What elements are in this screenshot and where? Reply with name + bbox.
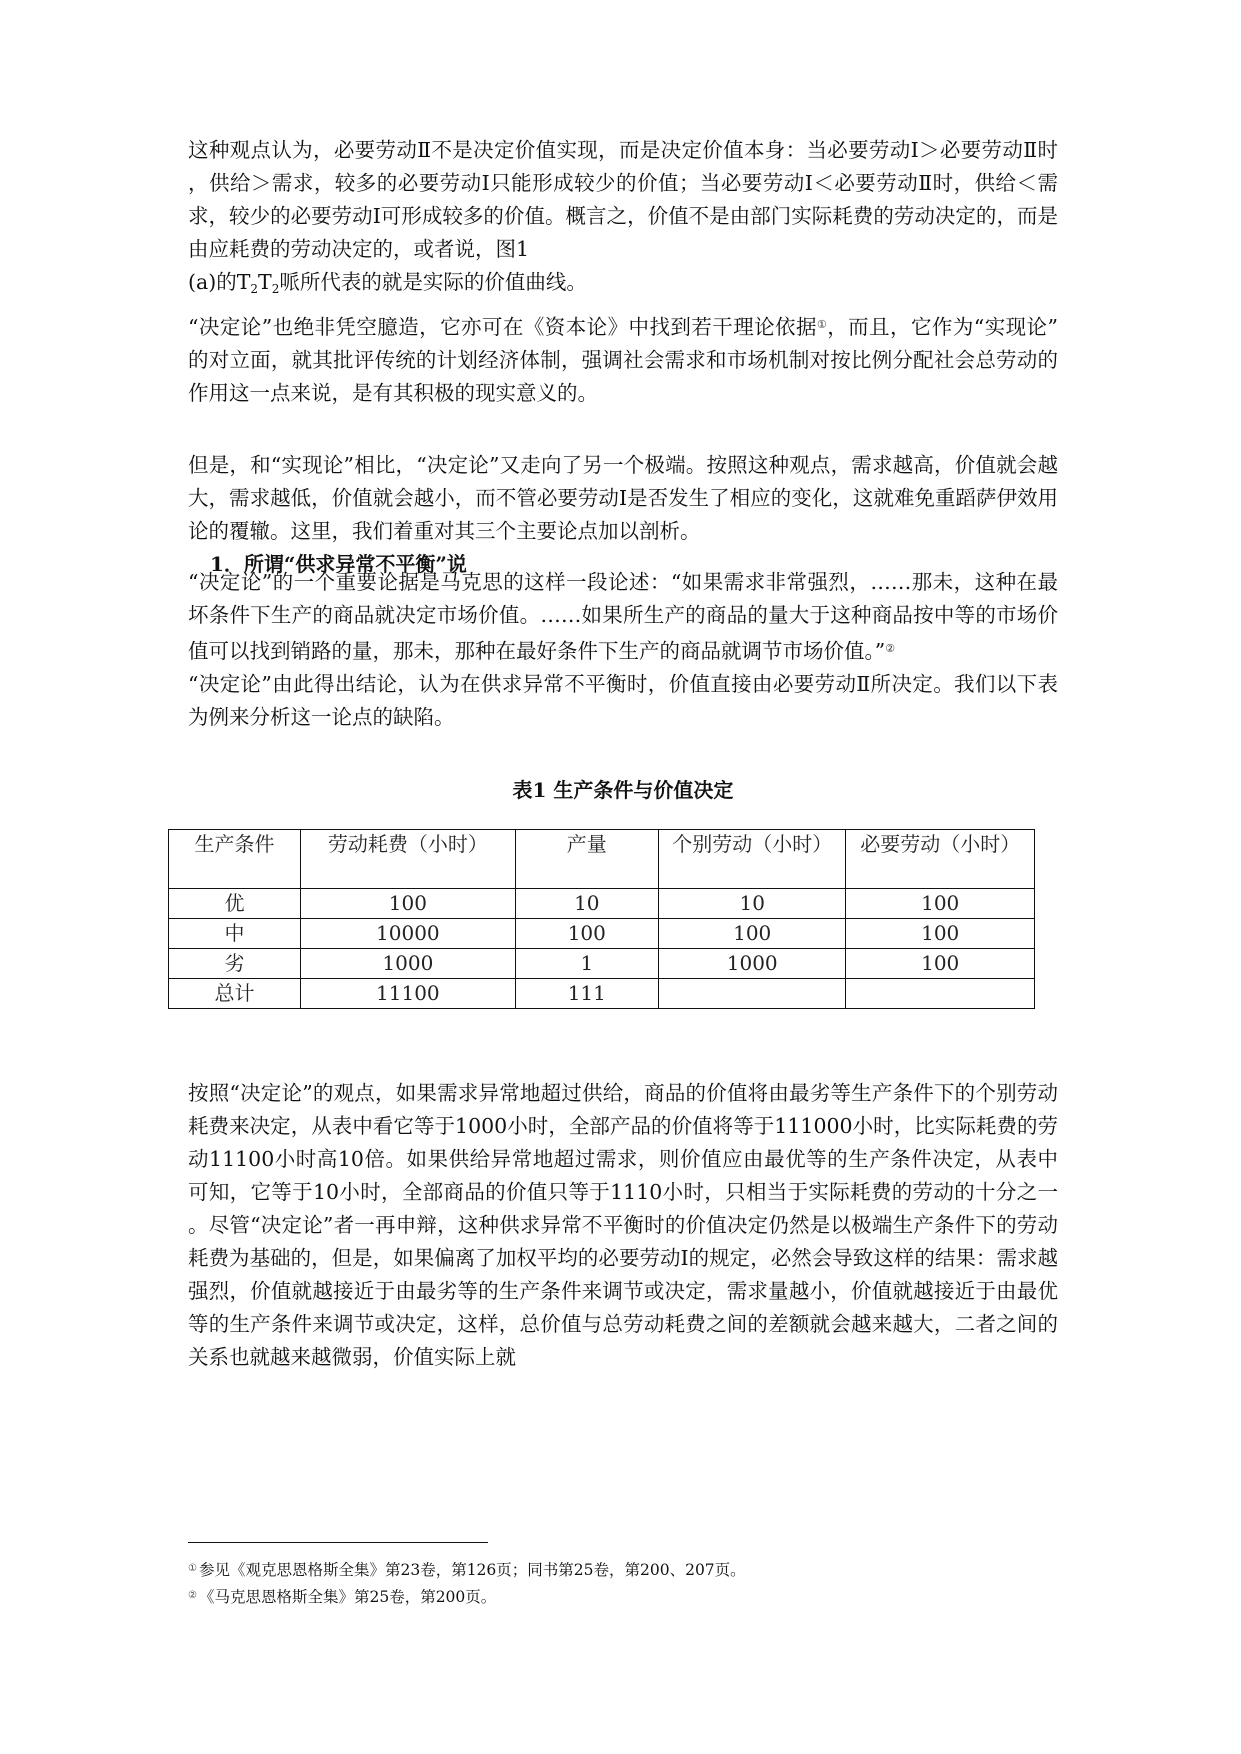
table-caption-block	[188, 774, 1058, 803]
table-cell: 100	[515, 919, 658, 949]
table-cell: 111	[515, 979, 658, 1009]
paragraph-5: “决定论”由此得出结论，认为在供求异常不平衡时，价值直接由必要劳动Ⅱ所决定。我们以下表为例来分析这一论点的缺陷。	[188, 672, 1058, 729]
table-row	[169, 889, 1035, 919]
footnote-1	[188, 1556, 1058, 1583]
table-cell: 10	[659, 889, 846, 919]
tail-text-a: (a)的T	[188, 270, 251, 294]
table-cell: 1000	[659, 949, 846, 979]
footnote-mark: ②	[188, 1590, 197, 1601]
table-header-cell: 必要劳动（小时）	[846, 830, 1035, 889]
footnote-mark: ①	[188, 1563, 197, 1574]
table-header-cell: 个别劳动（小时）	[659, 830, 846, 889]
subscript: 2	[271, 282, 280, 296]
table-cell: 100	[659, 919, 846, 949]
paragraph-text-b: ，而且，它作为“实现论”的对立面，就其批评传统的计划经济体制，强调社会需求和市场机制对按比例分配社会总劳动的作用这一点来说，是有其积极的现实意义的。	[188, 315, 1058, 405]
table-cell: 100	[846, 919, 1035, 949]
table-cell: 1	[515, 949, 658, 979]
paragraph-1-tail	[188, 266, 1058, 306]
table-cell: 10000	[301, 919, 516, 949]
table-header-cell: 劳动耗费（小时）	[301, 830, 516, 889]
paragraph-text-a: “决定论”也绝非凭空臆造，它亦可在《资本论》中找到若干理论依据	[188, 315, 817, 339]
table-row	[169, 949, 1035, 979]
table-cell: 100	[301, 889, 516, 919]
table-cell: 中	[169, 919, 301, 949]
data-table-wrap	[168, 829, 1035, 1009]
paragraph-text: 按照“决定论”的观点，如果需求异常地超过供给，商品的价值将由最劣等生产条件下的个别劳动耗费来决定，从表中看它等于1000小时，全部产品的价值将等于111000小时，比实际耗费的劳动11100小时高10倍。如果供给异常地超过需求，则价值应由最优等的生产条件决定，从表中可知，它等于10小时，全部商品的价值只等于1110小时，只相当于实际耗费的劳动的十分之一。尽管“决定论”者一再申辩，这种供求异常不平衡时的价值决定仍然是以极端生产条件下的劳动耗费为基础的，但是，如果偏离了加权平均的必要劳动Ⅰ的规定，必然会导致这样的结果：需求越强烈，价值就越接近于由最劣等的生产条件来调节或决定，需求量越小，价值就越接近于由最优等的生产条件来调节或决定，这样，总价值与总劳动耗费之间的差额就会越来越大，二者之间的关系也就越来越微弱，价值实际上就	[188, 1081, 1058, 1369]
table-cell: 10	[515, 889, 658, 919]
table-header-cell: 生产条件	[169, 830, 301, 889]
table-row	[169, 979, 1035, 1009]
footnote-ref-2[interactable]: ②	[885, 642, 896, 655]
footnote-ref-1[interactable]: ①	[816, 318, 828, 331]
table-header-row	[169, 830, 1035, 889]
section-heading: 1．所谓“供求异常不平衡”说	[210, 552, 467, 576]
paragraph-text: 但是，和“实现论”相比，“决定论”又走向了另一个极端。按照这种观点，需求越高，价值就会越大，需求越低，价值就会越小，而不管必要劳动Ⅰ是否发生了相应的变化，这就难免重蹈萨伊效用论的覆辙。这里，我们着重对其三个主要论点加以剖析。	[188, 453, 1058, 543]
paragraph-1	[188, 134, 1058, 306]
table-cell: 总计	[169, 979, 301, 1009]
table-cell	[659, 979, 846, 1009]
table-caption: 表1 生产条件与价值决定	[512, 778, 734, 802]
paragraph-6	[188, 1077, 1058, 1374]
paragraph-3	[188, 449, 1058, 581]
quote-text: “决定论”的一个重要论据是马克思的这样一段论述：“如果需求非常强烈，……那未，这种在最坏条件下生产的商品就决定市场价值。……如果所生产的商品的量大于这种商品按中等的市场价值可以找到销路的量，那未，那种在最好条件下生产的商品就调节市场价值。”	[188, 570, 1058, 663]
table-cell: 100	[846, 949, 1035, 979]
table-row	[169, 919, 1035, 949]
subscript: 2	[250, 282, 259, 296]
table-cell: 1000	[301, 949, 516, 979]
table-cell	[846, 979, 1035, 1009]
table-cell: 100	[846, 889, 1035, 919]
table-cell: 劣	[169, 949, 301, 979]
footnotes	[188, 1556, 1058, 1610]
footnote-text: 《马克思恩格斯全集》第25卷，第200页。	[198, 1588, 497, 1606]
paragraph-2	[188, 308, 1058, 410]
paragraph-text	[188, 308, 1058, 410]
footnote-text: 参见《观克思恩格斯全集》第23卷，第126页；同书第25卷，第200、207页。	[198, 1561, 746, 1579]
table-header-cell: 产量	[515, 830, 658, 889]
table-cell: 11100	[301, 979, 516, 1009]
data-table	[168, 829, 1035, 1009]
paragraph-text: 这种观点认为，必要劳动Ⅱ不是决定价值实现，而是决定价值本身：当必要劳动Ⅰ＞必要劳动Ⅱ时，供给＞需求，较多的必要劳动Ⅰ只能形成较少的价值；当必要劳动Ⅰ＜必要劳动Ⅱ时，供给＜需求，较少的必要劳动Ⅰ可形成较多的价值。概言之，价值不是由部门实际耗费的劳动决定的，而是由应耗费的劳动决定的，或者说，图1	[188, 138, 1058, 261]
tail-text-b: T	[258, 270, 272, 294]
footnote-2	[188, 1583, 1058, 1610]
footnote-divider	[188, 1542, 488, 1543]
paragraph-4	[188, 566, 1058, 734]
paragraph-text	[188, 566, 1058, 668]
tail-text-c: 哌所代表的就是实际的价值曲线。	[279, 270, 587, 294]
table-cell: 优	[169, 889, 301, 919]
